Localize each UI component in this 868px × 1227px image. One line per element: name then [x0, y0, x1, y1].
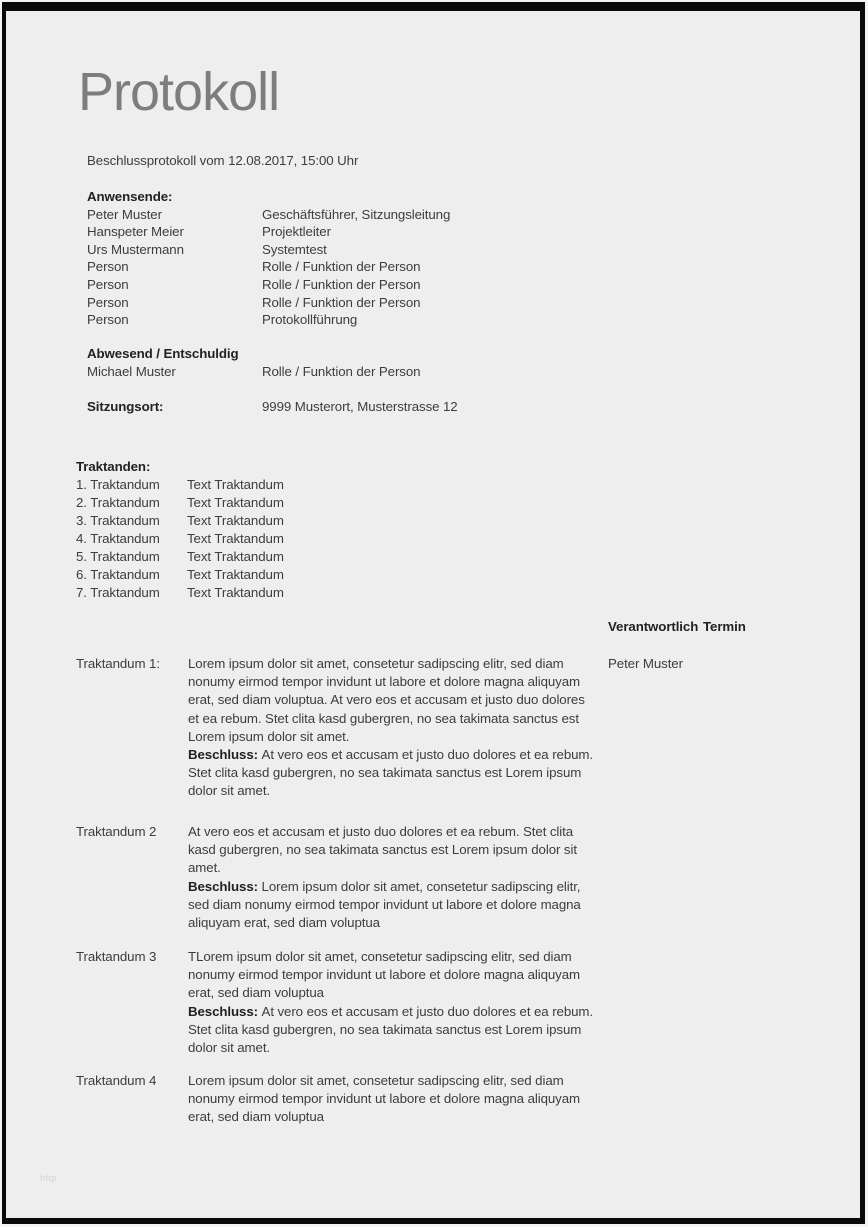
minutes-decision-paragraph: [188, 878, 596, 933]
agenda-item-number: 7. Traktandum: [76, 585, 160, 600]
minutes-decision-label: Beschluss:: [188, 878, 262, 894]
attendee-role: Systemtest: [262, 241, 327, 257]
agenda-item-number: 4. Traktandum: [76, 531, 160, 546]
attendee-role: Rolle / Funktion der Person: [262, 294, 421, 310]
agenda-item-number: 3. Traktandum: [76, 513, 160, 528]
minutes-item-label: Traktandum 4: [76, 1073, 157, 1088]
absent-heading: Abwesend / Entschuldig: [87, 346, 239, 361]
agenda-item-text: Text Traktandum: [187, 567, 284, 582]
minutes-decision-text: At vero eos et accusam et justo duo dolores et ea rebum. Stet clita kasd gubergren, no sea takimata sanctus est Lorem ipsum dolor sit amet.: [188, 747, 593, 799]
agenda-item-text: Text Traktandum: [187, 495, 284, 510]
minutes-item-label: Traktandum 3: [76, 949, 157, 964]
minutes-item: [76, 823, 846, 932]
agenda-item-text: Text Traktandum: [187, 585, 284, 600]
attendee-name: Person: [87, 276, 129, 292]
document-subtitle: Beschlussprotokoll vom 12.08.2017, 15:00 Uhr: [87, 153, 359, 168]
watermark: http: [40, 1173, 58, 1183]
minutes-item-paragraph: Lorem ipsum dolor sit amet, consetetur sadipscing elitr, sed diam nonumy eirmod tempor invidunt ut labore et dolore magna aliquyam erat, sed diam voluptua. At vero eos et accusam et justo duo dolores et ea rebum. Stet clita kasd gubergren, no sea takimata sanctus est Lorem ipsum dolor sit amet.: [188, 656, 585, 744]
location-label: Sitzungsort:: [87, 399, 164, 414]
agenda-section: [76, 458, 636, 602]
minutes-decision-paragraph: [188, 1003, 596, 1058]
agenda-item-text: Text Traktandum: [187, 477, 284, 492]
agenda-item-text: Text Traktandum: [187, 531, 284, 546]
page-title: Protokoll: [78, 62, 280, 122]
minutes-decision-label: Beschluss:: [188, 1003, 262, 1019]
minutes-item-text: [188, 948, 608, 1057]
minutes-item-text: [188, 823, 608, 932]
location-row: [87, 398, 647, 416]
minutes-item-paragraph: TLorem ipsum dolor sit amet, consetetur sadipscing elitr, sed diam nonumy eirmod tempor invidunt ut labore et dolore magna aliquyam erat, sed diam voluptua: [188, 949, 580, 1001]
minutes-item-paragraph: At vero eos et accusam et justo duo dolores et ea rebum. Stet clita kasd gubergren, no sea takimata sanctus est Lorem ipsum dolor sit amet.: [188, 824, 577, 876]
minutes-item-label: Traktandum 2: [76, 824, 157, 839]
minutes-decision-text: Lorem ipsum dolor sit amet, consetetur sadipscing elitr, sed diam nonumy eirmod tempor invidunt ut labore et dolore magna aliquyam erat, sed diam voluptua: [188, 878, 581, 931]
attendee-name: Person: [87, 294, 129, 310]
document-body: [6, 11, 860, 1218]
minutes-header-due: Termin: [703, 619, 746, 634]
absent-name: Michael Muster: [87, 363, 176, 379]
agenda-item-number: 6. Traktandum: [76, 567, 160, 582]
attendee-name: Person: [87, 259, 129, 275]
attendee-name: Peter Muster: [87, 206, 162, 222]
absent-section: [87, 345, 647, 380]
location-value: 9999 Musterort, Musterstrasse 12: [262, 399, 458, 414]
agenda-item-number: 2. Traktandum: [76, 495, 160, 510]
minutes-header-responsible: Verantwortlich: [608, 619, 699, 634]
minutes-item: [76, 948, 846, 1057]
minutes-decision-text: At vero eos et accusam et justo duo dolores et ea rebum. Stet clita kasd gubergren, no sea takimata sanctus est Lorem ipsum dolor sit amet.: [188, 1003, 593, 1056]
minutes-item: [76, 1072, 846, 1127]
agenda-item-number: 1. Traktandum: [76, 477, 160, 492]
minutes-item-paragraph: Lorem ipsum dolor sit amet, consetetur sadipscing elitr, sed diam nonumy eirmod tempor invidunt ut labore et dolore magna aliquyam erat, sed diam voluptua: [188, 1073, 580, 1125]
attendees-heading: Anwensende:: [87, 189, 173, 204]
absent-role: Rolle / Funktion der Person: [262, 363, 421, 379]
agenda-item-number: 5. Traktandum: [76, 549, 160, 564]
minutes-item-label: Traktandum 1:: [76, 656, 160, 671]
attendee-role: Geschäftsführer, Sitzungsleitung: [262, 206, 451, 222]
minutes-item-responsible: Peter Muster: [608, 656, 683, 671]
minutes-decision-paragraph: [188, 746, 596, 801]
agenda-item-text: Text Traktandum: [187, 513, 284, 528]
agenda-item-text: Text Traktandum: [187, 549, 284, 564]
attendee-role: Projektleiter: [262, 224, 331, 240]
minutes-item-text: [188, 1072, 608, 1127]
attendee-role: Rolle / Funktion der Person: [262, 276, 421, 292]
attendee-name: Hanspeter Meier: [87, 224, 184, 240]
attendees-section: [87, 188, 647, 329]
agenda-heading: Traktanden:: [76, 459, 151, 474]
minutes-decision-label: Beschluss:: [188, 747, 262, 763]
minutes-item: [76, 655, 846, 801]
minutes-header-row: [76, 618, 846, 636]
minutes-item-text: [188, 655, 608, 801]
document-page: [2, 2, 865, 1224]
attendee-name: Urs Mustermann: [87, 241, 184, 257]
attendee-role: Rolle / Funktion der Person: [262, 259, 421, 275]
attendee-role: Protokollführung: [262, 312, 358, 328]
attendee-name: Person: [87, 312, 129, 328]
